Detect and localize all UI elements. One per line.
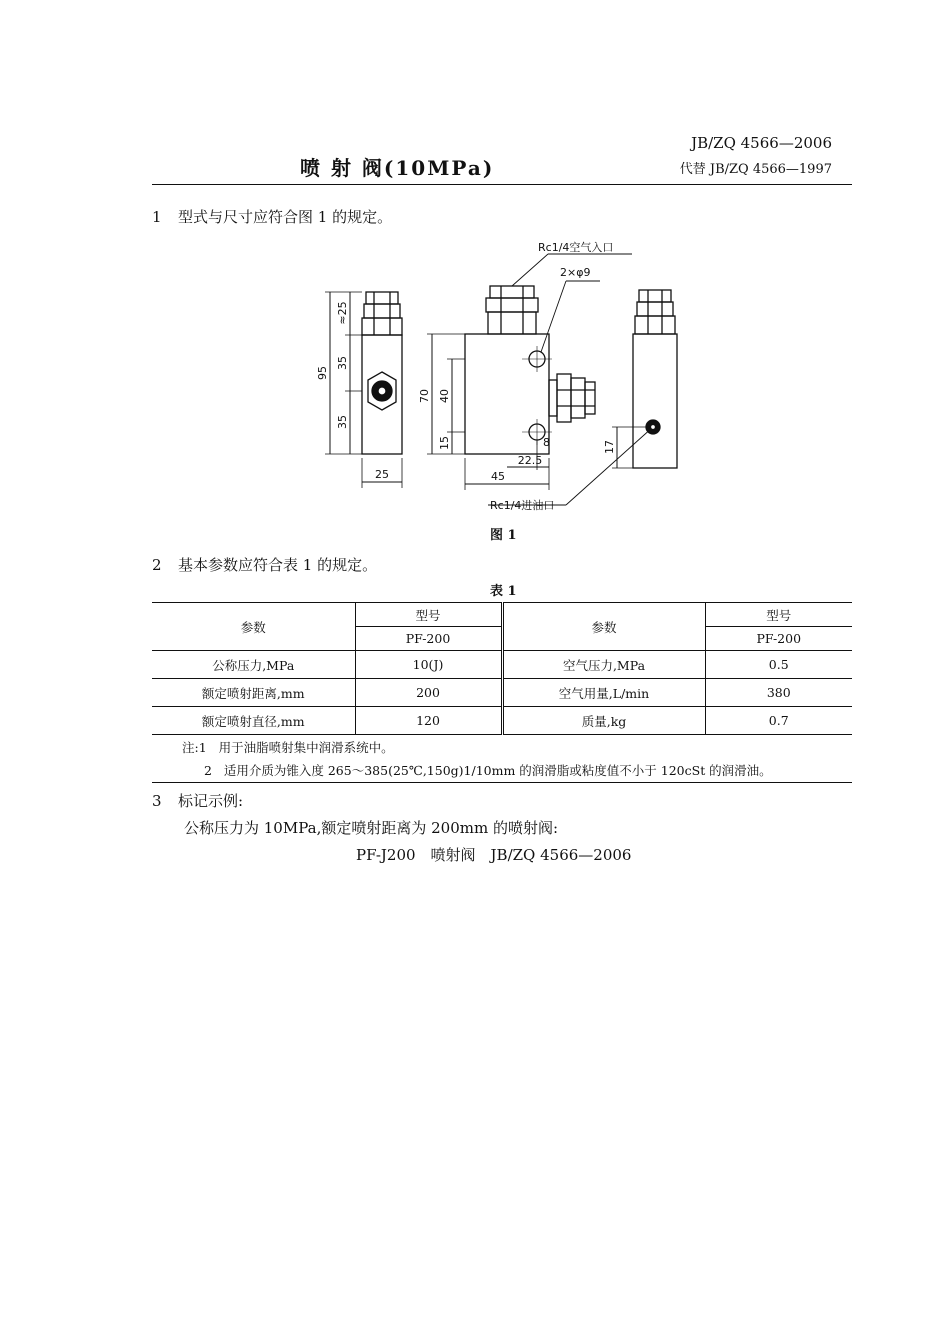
table-caption: 表 1	[490, 584, 517, 599]
front-view-body	[465, 334, 549, 454]
param-right: 质量,kg	[502, 707, 705, 735]
mounting-holes-label: 2×φ9	[560, 266, 591, 279]
section-2-number: 2	[152, 556, 162, 574]
standard-code: JB/ZQ 4566—2006	[691, 134, 832, 152]
value-right: 0.5	[705, 651, 852, 679]
value-left: 10(J)	[355, 651, 502, 679]
note-1-text: 用于油脂喷射集中润滑系统中。	[218, 740, 394, 755]
value-left: 120	[355, 707, 502, 735]
figure-caption: 图 1	[490, 528, 517, 543]
page-title: 喷 射 阀(10MPa)	[300, 156, 495, 180]
value-right: 0.7	[705, 707, 852, 735]
table-header-row	[152, 603, 852, 627]
section-1	[152, 206, 392, 227]
param-right: 空气用量,L/min	[502, 679, 705, 707]
header-model-left: 型号	[355, 603, 502, 627]
section-2	[152, 554, 377, 575]
value-right: 380	[705, 679, 852, 707]
section-3	[152, 790, 243, 811]
header-rule	[152, 184, 852, 185]
note-label: 注:1	[182, 740, 207, 755]
param-left: 额定喷射直径,mm	[152, 707, 355, 735]
air-inlet-label: Rc1/4空气入口	[538, 241, 614, 254]
header-param-right: 参数	[502, 603, 705, 651]
marking-example-description: 公称压力为 10MPa,额定喷射距离为 200mm 的喷射阀:	[184, 819, 559, 837]
section-1-text: 型式与尺寸应符合图 1 的规定。	[178, 208, 393, 226]
table-row	[152, 651, 852, 679]
header-model-right: 型号	[705, 603, 852, 627]
param-right: 空气压力,MPa	[502, 651, 705, 679]
dim-25-width: 25	[375, 468, 389, 481]
dim-15: 15	[438, 436, 451, 450]
param-left: 额定喷射距离,mm	[152, 679, 355, 707]
header-model-code-left: PF-200	[355, 627, 502, 651]
dim-95: 95	[316, 366, 329, 380]
note-2-text: 适用介质为锥入度 265～385(25℃,150g)1/10mm 的润滑脂或粘度值不小于 120cSt 的润滑油。	[223, 763, 772, 778]
section-1-number: 1	[152, 208, 162, 226]
header-param-left: 参数	[152, 603, 355, 651]
value-left: 200	[355, 679, 502, 707]
valve-drawing	[300, 232, 680, 522]
dim-45: 45	[491, 470, 505, 483]
note-2-number: 2	[204, 763, 212, 778]
section-3-text: 标记示例:	[178, 792, 244, 810]
dim-22-5: 22.5	[517, 454, 543, 467]
dim-35-lower: 35	[336, 415, 349, 429]
table-row	[152, 707, 852, 735]
dim-35-upper: 35	[336, 356, 349, 370]
header-model-code-right: PF-200	[705, 627, 852, 651]
section-2-text: 基本参数应符合表 1 的规定。	[178, 556, 378, 574]
table-note-1	[182, 738, 394, 756]
dim-40: 40	[438, 389, 451, 403]
marking-example-code: PF-J200 喷射阀 JB/ZQ 4566—2006	[356, 846, 632, 864]
table-bottom-rule	[152, 782, 852, 783]
dim-8: 8	[543, 436, 550, 449]
table-note-2	[204, 761, 772, 779]
dim-70: 70	[418, 389, 431, 403]
section-3-number: 3	[152, 792, 162, 810]
parameter-table	[152, 602, 852, 735]
dim-17: 17	[603, 440, 616, 454]
oil-inlet-label: Rc1/4进油口	[490, 499, 555, 512]
side-view-body	[633, 334, 677, 468]
dim-25-approx: ≈25	[336, 301, 349, 325]
replaced-standard: 代替 JB/ZQ 4566—1997	[679, 162, 832, 177]
table-row	[152, 679, 852, 707]
param-left: 公称压力,MPa	[152, 651, 355, 679]
